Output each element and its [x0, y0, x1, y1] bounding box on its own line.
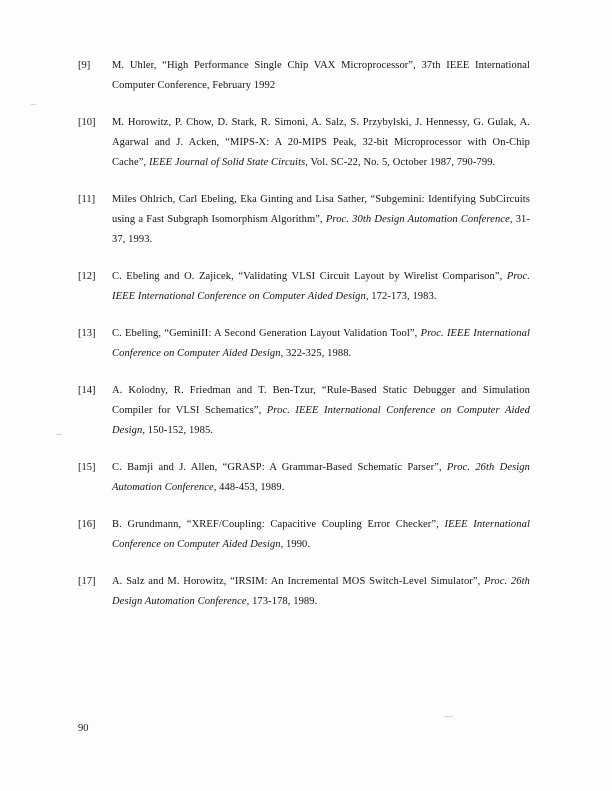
reference-number: [10] [78, 117, 96, 128]
reference-text [112, 190, 530, 250]
reference-venue: Proc. IEEE International Conference on Computer Aided Design [112, 405, 530, 436]
reference-fragment: , 31-37, 1993. [112, 214, 531, 245]
reference-entry [78, 190, 530, 250]
reference-fragment: , 173-178, 1989. [246, 596, 318, 607]
reference-fragment: A. Salz and M. Horowitz, “IRSIM: An Incremental MOS Switch-Level Simulator”, [112, 576, 485, 587]
reference-fragment: , 448-453, 1989. [213, 482, 285, 493]
reference-fragment: , 322-325, 1988. [280, 348, 352, 359]
reference-text [112, 381, 530, 441]
reference-venue: Proc. 30th Design Automation Conference [325, 214, 510, 225]
scan-artifact-bottom-right [444, 716, 453, 717]
reference-text [112, 267, 530, 307]
reference-venue: Proc. IEEE International Conference on Computer Aided Design [112, 328, 530, 359]
reference-fragment: C. Bamji and J. Allen, “GRASP: A Grammar-Based Schematic Parser”, [112, 462, 447, 473]
reference-text [112, 56, 530, 96]
reference-venue: Proc. 26th Design Automation Conference [112, 462, 530, 493]
reference-text [112, 515, 530, 555]
reference-number: [17] [78, 576, 96, 587]
reference-fragment: C. Ebeling and O. Zajicek, “Validating VLSI Circuit Layout by Wirelist Comparison”, [112, 271, 507, 282]
reference-fragment: M. Horowitz, P. Chow, D. Stark, R. Simoni, A. Salz, S. Przybylski, J. Hennessy, G. Gulak, A. Agarwal and J. Acken, “MIPS-X: A 20-MIPS Peak, 32-bit Microprocessor with On-Chip Cache”, [112, 117, 530, 168]
reference-entry [78, 267, 530, 307]
reference-fragment: , 1990. [280, 539, 311, 550]
reference-fragment: A. Kolodny, R. Friedman and T. Ben-Tzur, “Rule-Based Static Debugger and Simulation Compiler for VLSI Schematics”, [112, 385, 530, 416]
reference-venue: Proc. IEEE International Conference on Computer Aided Design [112, 271, 530, 302]
reference-number: [13] [78, 328, 96, 339]
reference-entry [78, 324, 530, 364]
reference-venue: IEEE International Conference on Computer Aided Design [112, 519, 530, 550]
reference-fragment: M. Uhler, “High Performance Single Chip VAX Microprocessor”, 37th IEEE International Computer Conference, February 1992 [112, 60, 530, 91]
reference-text [112, 324, 530, 364]
reference-entry [78, 56, 530, 96]
reference-text [112, 572, 530, 612]
reference-entry [78, 381, 530, 441]
reference-entry [78, 113, 530, 173]
reference-venue: IEEE Journal of Solid State Circuits [148, 157, 306, 168]
reference-fragment: C. Ebeling, “GeminiII: A Second Generation Layout Validation Tool”, [112, 328, 421, 339]
reference-number: [14] [78, 385, 96, 396]
reference-number: [11] [78, 194, 96, 205]
reference-number: [16] [78, 519, 96, 530]
reference-entry [78, 458, 530, 498]
reference-fragment: Miles Ohlrich, Carl Ebeling, Eka Ginting and Lisa Sather, “Subgemini: Identifying SubCircuits using a Fast Subgraph Isomorphism Algorithm”, [112, 194, 530, 225]
reference-text [112, 458, 530, 498]
page-number: 90 [78, 723, 89, 734]
reference-number: [9] [78, 60, 91, 71]
scan-artifact-left-lower [56, 434, 62, 435]
reference-entry [78, 572, 530, 612]
reference-list [78, 56, 530, 629]
reference-fragment: , Vol. SC-22, No. 5, October 1987, 790-799. [305, 157, 496, 168]
reference-fragment: B. Grundmann, “XREF/Coupling: Capacitive Coupling Error Checker”, [112, 519, 445, 530]
scan-artifact-left-upper [31, 104, 36, 105]
reference-entry [78, 515, 530, 555]
reference-text [112, 113, 530, 173]
reference-number: [12] [78, 271, 96, 282]
reference-number: [15] [78, 462, 96, 473]
reference-fragment: , 172-173, 1983. [365, 291, 437, 302]
reference-venue: Proc. 26th Design Automation Conference [112, 576, 530, 607]
reference-fragment: , 150-152, 1985. [142, 425, 214, 436]
